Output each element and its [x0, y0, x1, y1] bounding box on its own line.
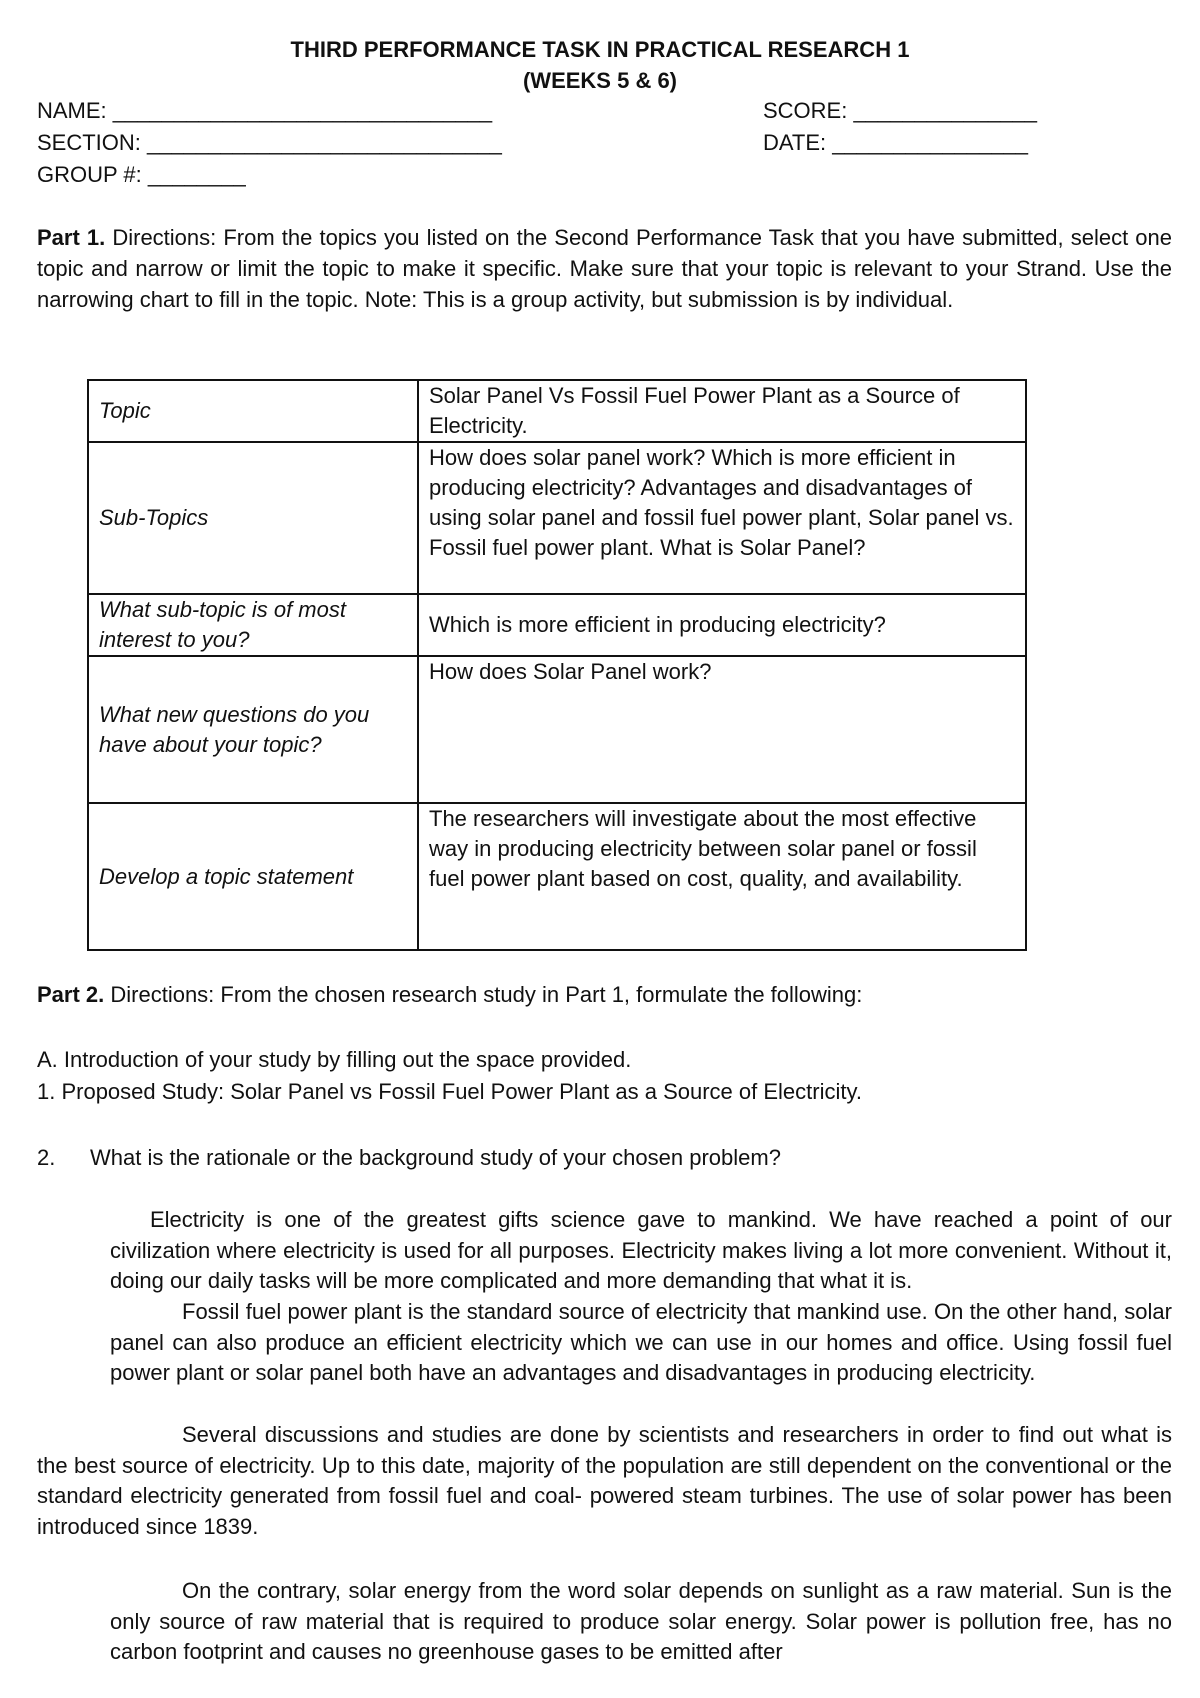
part2-label: Part 2.	[37, 982, 105, 1007]
rationale-paragraph: Fossil fuel power plant is the standard source of electricity that mankind use. On the other hand, solar panel can also produce an efficient electricity which we can use in our homes and office. Using fossil fuel power plant or solar panel both have an advantages and disadvantages in producing electricity.	[110, 1299, 1172, 1385]
chart-row-statement	[88, 803, 1026, 950]
chart-value: How does solar panel work? Which is more efficient in producing electricity? Advantages and disadvantages of using solar panel and fossil fuel power plant, Solar panel vs. Fossil fuel power plant. What is Solar Panel?	[418, 442, 1026, 594]
name-field: NAME: _______________________________	[37, 98, 493, 123]
chart-label: Topic	[88, 380, 418, 442]
chart-label: What sub-topic is of most interest to you?	[88, 594, 418, 656]
chart-row-subtopics	[88, 442, 1026, 594]
part2-directions	[37, 982, 862, 1008]
part2-item-a: A. Introduction of your study by filling out the space provided.	[37, 1047, 632, 1072]
part1-text: Directions: From the topics you listed on the Second Performance Task that you have submitted, select one topic and narrow or limit the topic to make it specific. Make sure that your topic is relevant to your Strand. Use the narrowing chart to fill in the topic. Note: This is a group activity, but submission is by individual.	[37, 225, 1172, 312]
chart-value: How does Solar Panel work?	[418, 656, 1026, 803]
chart-label: What new questions do you have about your topic?	[88, 656, 418, 803]
document-subtitle: (WEEKS 5 & 6)	[522, 68, 678, 93]
rationale-paragraph: Several discussions and studies are done by scientists and researchers in order to find out what is the best source of electricity. Up to this date, majority of the population are still dependent on the conventional or the standard electricity generated from fossil fuel and coal- powered steam turbines. The use of solar power has been introduced since 1839.	[37, 1422, 1172, 1539]
group-field: GROUP #: ________	[37, 162, 246, 187]
rationale-paragraph: Electricity is one of the greatest gifts science gave to mankind. We have reached a point of our civilization where electricity is used for all purposes. Electricity makes living a lot more convenient. Without it, doing our daily tasks will be more complicated and more demanding that what it is.	[110, 1207, 1172, 1293]
part2-item-2: What is the rationale or the background study of your chosen problem?	[90, 1145, 781, 1170]
narrowing-chart	[87, 379, 1027, 951]
part1-label: Part 1.	[37, 225, 106, 250]
part1-directions	[37, 222, 1172, 315]
section-field: SECTION: _____________________________	[37, 130, 502, 155]
date-field: DATE: ________________	[763, 130, 1029, 155]
chart-value: The researchers will investigate about the most effective way in producing electricity between solar panel or fossil fuel power plant based on cost, quality, and availability.	[418, 803, 1026, 950]
part2-item-1: 1. Proposed Study: Solar Panel vs Fossil Fuel Power Plant as a Source of Electricity.	[37, 1079, 862, 1104]
chart-label: Sub-Topics	[88, 442, 418, 594]
chart-value: Which is more efficient in producing electricity?	[418, 594, 1026, 656]
chart-row-interest	[88, 594, 1026, 656]
chart-row-topic	[88, 380, 1026, 442]
chart-label: Develop a topic statement	[88, 803, 418, 950]
part2-item-2-number: 2.	[37, 1145, 56, 1170]
rationale-paragraph: On the contrary, solar energy from the word solar depends on sunlight as a raw material. Sun is the only source of raw material that is required to produce solar energy. Solar power is pollution free, has no carbon footprint and causes no greenhouse gases to be emitted after	[110, 1578, 1172, 1664]
chart-row-questions	[88, 656, 1026, 803]
part2-text: Directions: From the chosen research study in Part 1, formulate the following:	[104, 982, 863, 1007]
chart-value: Solar Panel Vs Fossil Fuel Power Plant as a Source of Electricity.	[418, 380, 1026, 442]
score-field: SCORE: _______________	[763, 98, 1037, 123]
document-title: THIRD PERFORMANCE TASK IN PRACTICAL RESEARCH 1	[290, 37, 910, 62]
